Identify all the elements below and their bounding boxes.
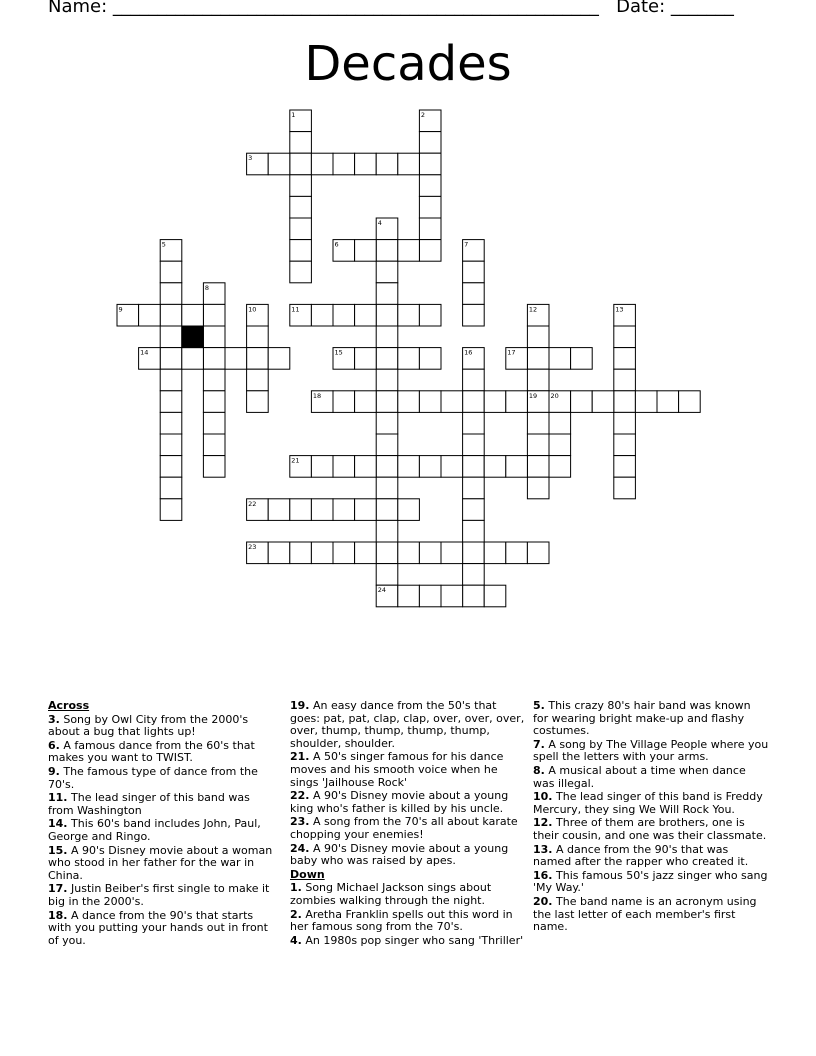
clue-number: 6	[334, 240, 339, 249]
clue-number: 16	[464, 348, 473, 357]
grid-cell[interactable]	[376, 564, 398, 586]
down-clue-13: 13. A dance from the 90's that was named after the rapper who created it.	[533, 842, 749, 869]
across-clue-11: 11. The lead singer of this band was from Washington	[48, 791, 250, 817]
down-clue-16: 16. This famous 50's jazz singer who sang 'My Way.'	[533, 868, 768, 895]
grid-cell[interactable]	[376, 434, 398, 456]
clue-number: 9	[118, 305, 123, 314]
grid-cell[interactable]	[419, 348, 441, 370]
grid-cell[interactable]	[614, 348, 636, 370]
clue-number: 17	[507, 348, 516, 357]
grid-cell[interactable]	[290, 240, 312, 262]
clue-number: 5	[161, 240, 166, 249]
grid-cell[interactable]	[571, 391, 593, 413]
grid-cell[interactable]	[419, 196, 441, 218]
clue-number: 15	[334, 348, 343, 357]
grid-cell[interactable]	[527, 542, 549, 564]
grid-cell[interactable]	[463, 564, 485, 586]
grid-cell[interactable]	[160, 348, 182, 370]
grid-cell[interactable]	[614, 456, 636, 478]
grid-cell[interactable]	[419, 175, 441, 197]
grid-cell[interactable]	[549, 412, 571, 434]
grid-cell[interactable]	[484, 585, 506, 607]
puzzle-title: Decades	[304, 36, 512, 92]
grid-cell[interactable]	[398, 240, 420, 262]
grid-cell[interactable]	[614, 412, 636, 434]
grid-cell[interactable]	[376, 348, 398, 370]
grid-cell[interactable]	[182, 348, 204, 370]
grid-cell[interactable]	[527, 348, 549, 370]
clue-number: 18	[312, 391, 322, 400]
down-clue-7: 7. A song by The Village People where you spell the letters with your arms.	[533, 737, 769, 764]
clue-number: 19	[528, 391, 538, 400]
grid-cell[interactable]	[506, 542, 528, 564]
grid-cell[interactable]	[527, 412, 549, 434]
date-label: Date:	[616, 0, 666, 17]
grid-cell[interactable]	[614, 326, 636, 348]
grid-cell[interactable]	[247, 391, 269, 413]
grid-cell[interactable]	[398, 456, 420, 478]
grid-cell[interactable]	[160, 434, 182, 456]
grid-cell[interactable]	[311, 499, 333, 521]
grid-cell[interactable]	[549, 456, 571, 478]
clue-number: 8	[204, 283, 210, 292]
grid-cell[interactable]	[225, 348, 247, 370]
grid-cell[interactable]	[290, 218, 312, 240]
grid-cell[interactable]	[311, 456, 333, 478]
grid-cell[interactable]	[160, 369, 182, 391]
clue-number: 14	[140, 348, 149, 357]
grid-cell[interactable]	[376, 369, 398, 391]
across-heading: Across	[48, 699, 90, 712]
grid-cell[interactable]	[527, 369, 549, 391]
grid-cell[interactable]	[463, 477, 485, 499]
grid-cell[interactable]	[527, 456, 549, 478]
grid-cell[interactable]	[679, 391, 701, 413]
grid-cell[interactable]	[311, 542, 333, 564]
grid-cell[interactable]	[333, 304, 355, 326]
across-clue-19: 19. An easy dance from the 50's that goes: pat, pat, clap, clap, over, over, over, over, thump, thump, thump, thump, shoulder, shoulder.	[290, 699, 525, 750]
grid-cell[interactable]	[160, 391, 182, 413]
grid-cell[interactable]	[419, 132, 441, 154]
grid-cell[interactable]	[463, 520, 485, 542]
across-clue-15: 15. A 90's Disney movie about a woman who stood in her father for the war in China.	[48, 843, 273, 882]
grid-cell[interactable]	[247, 369, 269, 391]
grid-cell[interactable]	[419, 218, 441, 240]
grid-cell[interactable]	[463, 261, 485, 283]
clue-number: 24	[377, 586, 386, 595]
grid-cell[interactable]	[484, 391, 506, 413]
across-clue-14: 14. This 60's band includes John, Paul, George and Ringo.	[48, 817, 261, 843]
grid-cell[interactable]	[419, 585, 441, 607]
grid-cell[interactable]	[419, 542, 441, 564]
across-clue-21: 21. A 50's singer famous for his dance moves and his smooth voice when he sings 'Jailhouse Rock'	[290, 750, 504, 789]
grid-cell[interactable]	[441, 456, 463, 478]
grid-cell[interactable]	[463, 434, 485, 456]
across-clue-3: 3. Song by Owl City from the 2000's about a bug that lights up!	[48, 712, 249, 739]
grid-cell[interactable]	[203, 391, 225, 413]
grid-cell[interactable]	[376, 499, 398, 521]
grid-cell[interactable]	[419, 304, 441, 326]
clue-number: 7	[464, 240, 469, 249]
across-clue-18: 18. A dance from the 90's that starts with you putting your hands out in front of you.	[48, 908, 268, 947]
clue-column-2	[290, 700, 526, 948]
grid-cell[interactable]	[333, 456, 355, 478]
grid-cell[interactable]	[463, 456, 485, 478]
grid-cell[interactable]	[376, 240, 398, 262]
grid-cell[interactable]	[290, 196, 312, 218]
grid-cell[interactable]	[182, 304, 204, 326]
grid-cell[interactable]	[614, 391, 636, 413]
grid-cell[interactable]	[376, 477, 398, 499]
grid-cell[interactable]	[139, 304, 161, 326]
grid-cell[interactable]	[290, 132, 312, 154]
grid-cell[interactable]	[484, 456, 506, 478]
across-clue-23: 23. A song from the 70's all about karate chopping your enemies!	[290, 815, 518, 841]
grid-cell[interactable]	[333, 542, 355, 564]
grid-cell[interactable]	[376, 542, 398, 564]
grid-cell[interactable]	[160, 477, 182, 499]
grid-cell[interactable]	[527, 434, 549, 456]
clue-column-1	[48, 700, 276, 948]
grid-cell[interactable]	[290, 153, 312, 175]
down-clue-8: 8. A musical about a time when dance was illegal.	[533, 763, 746, 790]
grid-cell[interactable]	[463, 391, 485, 413]
grid-cell[interactable]	[355, 240, 377, 262]
grid-cell[interactable]	[355, 499, 377, 521]
down-clue-20: 20. The band name is an acronym using the last letter of each member's first name.	[533, 894, 757, 934]
clue-number: 3	[248, 154, 253, 163]
down-clue-4: 4. An 1980s pop singer who sang 'Thriller'	[290, 933, 524, 947]
grid-cell[interactable]	[247, 348, 269, 370]
grid-cell[interactable]	[419, 391, 441, 413]
down-clue-12: 12. Three of them are brothers, one is their cousin, and one was their classmate.	[533, 816, 767, 842]
grid-cell[interactable]	[571, 348, 593, 370]
grid-cell[interactable]	[398, 153, 420, 175]
grid-cell[interactable]	[203, 304, 225, 326]
grid-cell[interactable]	[484, 542, 506, 564]
clue-number: 22	[248, 499, 257, 508]
grid-cell[interactable]	[160, 261, 182, 283]
grid-cell[interactable]	[268, 542, 290, 564]
grid-cell[interactable]	[355, 153, 377, 175]
across-clue-9: 9. The famous type of dance from the 70's.	[48, 764, 258, 791]
grid-cell[interactable]	[290, 542, 312, 564]
grid-cell[interactable]	[203, 456, 225, 478]
grid-cell[interactable]	[376, 391, 398, 413]
grid-cell[interactable]	[333, 391, 355, 413]
grid-cell[interactable]	[268, 153, 290, 175]
grid-cell[interactable]	[376, 412, 398, 434]
grid-cell[interactable]	[355, 456, 377, 478]
grid-cell[interactable]	[463, 283, 485, 305]
grid-cell[interactable]	[355, 542, 377, 564]
grid-cell[interactable]	[203, 326, 225, 348]
grid-cell[interactable]	[376, 304, 398, 326]
grid-cell[interactable]	[268, 348, 290, 370]
grid-cell[interactable]	[376, 326, 398, 348]
grid-cell[interactable]	[203, 369, 225, 391]
grid-cell[interactable]	[463, 412, 485, 434]
grid-cell[interactable]	[549, 434, 571, 456]
clue-number: 20	[550, 391, 559, 400]
grid-cell[interactable]	[290, 261, 312, 283]
grid-cell[interactable]	[419, 153, 441, 175]
grid-cell[interactable]	[333, 153, 355, 175]
grid-cell[interactable]	[506, 391, 528, 413]
clue-number: 11	[291, 305, 300, 314]
grid-cell[interactable]	[311, 153, 333, 175]
grid-cell[interactable]	[333, 499, 355, 521]
grid-cell[interactable]	[160, 412, 182, 434]
grid-cell[interactable]	[398, 391, 420, 413]
grid-cell[interactable]	[506, 456, 528, 478]
clue-number: 10	[248, 305, 257, 314]
grid-cell[interactable]	[549, 348, 571, 370]
grid-cell[interactable]	[657, 391, 679, 413]
grid-cell[interactable]	[614, 477, 636, 499]
down-clue-5: 5. This crazy 80's hair band was known for wearing bright make-up and flashy costumes.	[533, 699, 751, 738]
grid-cell[interactable]	[160, 304, 182, 326]
grid-cell[interactable]	[355, 304, 377, 326]
grid-cell[interactable]	[463, 304, 485, 326]
grid-cell[interactable]	[268, 499, 290, 521]
down-heading: Down	[290, 867, 325, 881]
grid-cell[interactable]	[463, 369, 485, 391]
grid-cell[interactable]	[463, 585, 485, 607]
clue-column-3	[533, 700, 769, 935]
grid-cell[interactable]	[376, 283, 398, 305]
grid-cell[interactable]	[247, 326, 269, 348]
grid-cell[interactable]	[592, 391, 614, 413]
grid-cell[interactable]	[160, 499, 182, 521]
clue-number: 23	[248, 543, 257, 551]
across-clue-17: 17. Justin Beiber's first single to make it big in the 2000's.	[48, 882, 270, 908]
grid-cell[interactable]	[463, 542, 485, 564]
grid-cell[interactable]	[635, 391, 657, 413]
grid-cell[interactable]	[355, 391, 377, 413]
clue-number: 1	[291, 111, 296, 119]
clue-number: 12	[528, 305, 538, 314]
clue-number: 2	[420, 111, 426, 119]
across-clue-6: 6. A famous dance from the 60's that makes you want to TWIST.	[48, 738, 255, 765]
grid-cell[interactable]	[160, 283, 182, 305]
grid-cell[interactable]	[290, 175, 312, 197]
grid-cell[interactable]	[441, 585, 463, 607]
grid-cell[interactable]	[376, 261, 398, 283]
grid-cell[interactable]	[527, 477, 549, 499]
grid-cell[interactable]	[441, 391, 463, 413]
down-clue-1: 1. Song Michael Jackson sings about zombies walking through the night.	[290, 881, 492, 907]
grid-cell[interactable]	[419, 240, 441, 262]
date-blank[interactable]: _______	[670, 0, 734, 17]
clue-number: 21	[291, 456, 300, 465]
grid-cell[interactable]	[160, 456, 182, 478]
filled-square	[182, 326, 204, 348]
grid-cell[interactable]	[355, 348, 377, 370]
clue-number: 13	[615, 305, 624, 314]
grid-cell[interactable]	[441, 542, 463, 564]
clue-number: 4	[377, 219, 382, 227]
name-label: Name:	[48, 0, 108, 17]
down-clue-10: 10. The lead singer of this band is Freddy Mercury, they sing We Will Rock You.	[533, 790, 763, 816]
grid-cell[interactable]	[419, 456, 441, 478]
grid-cell[interactable]	[203, 434, 225, 456]
grid-cell[interactable]	[614, 434, 636, 456]
across-clue-22: 22. A 90's Disney movie about a young king who's father is killed by his uncle.	[290, 789, 509, 815]
grid-cell[interactable]	[203, 348, 225, 370]
grid-cell[interactable]	[398, 499, 420, 521]
grid-cell[interactable]	[376, 520, 398, 542]
grid-cell[interactable]	[398, 542, 420, 564]
grid-cell[interactable]	[398, 304, 420, 326]
grid-cell[interactable]	[376, 153, 398, 175]
grid-cell[interactable]	[398, 585, 420, 607]
grid-cell[interactable]	[203, 412, 225, 434]
grid-cell[interactable]	[527, 326, 549, 348]
grid-cell[interactable]	[398, 348, 420, 370]
grid-cell[interactable]	[614, 369, 636, 391]
grid-cell[interactable]	[463, 499, 485, 521]
name-blank[interactable]: ______________________________________________________	[112, 0, 599, 17]
grid-cell[interactable]	[376, 456, 398, 478]
grid-cell[interactable]	[290, 499, 312, 521]
grid-cell[interactable]	[160, 326, 182, 348]
down-clue-2: 2. Aretha Franklin spells out this word in her famous song from the 70's.	[290, 907, 513, 934]
grid-cell[interactable]	[311, 304, 333, 326]
across-clue-24: 24. A 90's Disney movie about a young baby who was raised by apes.	[290, 841, 509, 868]
